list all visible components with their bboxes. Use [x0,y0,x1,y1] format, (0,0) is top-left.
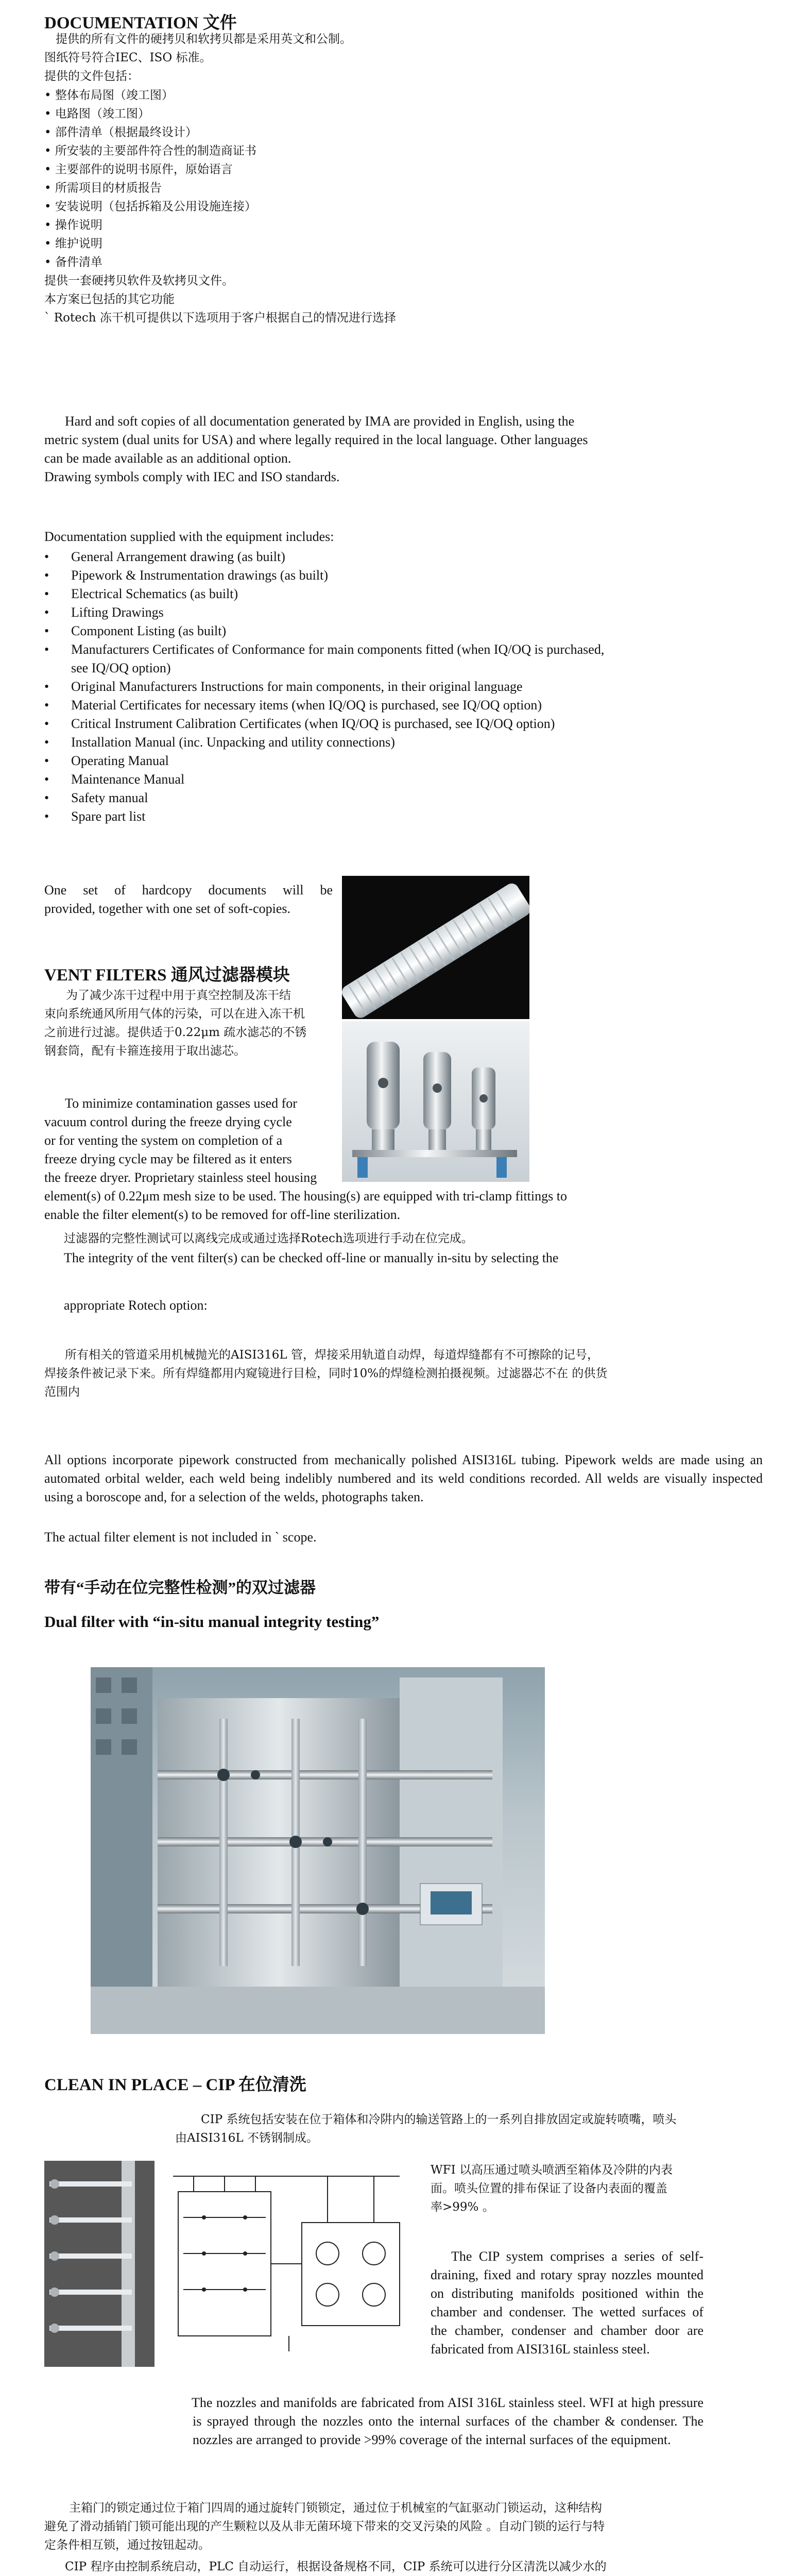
vent-zh-check: 过滤器的完整性测试可以离线完成或通过选择Rotech选项进行手动在位完成。 [64,1232,473,1245]
vent-en-pipework: All options incorporate pipework constructed from mechanically polished AISI316L tubing. Pipework welds are made using an automated orbital welder, each weld being indelibly numbered and its weld conditions recorded. All welds are visually inspected using a boroscope and, for a selection of the welds, photographs taken. [44,1452,763,1504]
cip-schematic-diagram [163,2161,412,2357]
list-item: • 主要部件的说明书原件，原始语言 [44,163,233,176]
doc-zh-after: 提供一套硬拷贝软件及软拷贝文件。 [44,274,234,287]
cip-zh-plc: CIP 程序由控制系统启动，PLC 自动运行，根据设备规格不同，CIP 系统可以进行分区清洗以减少水的 [65,2560,607,2573]
cip-en-system: The CIP system comprises a series of self-draining, fixed and rotary spray nozzles mounted on distributing manifolds positioned within the chamber and condenser. The wetted surfaces of the chamber, condenser and chamber door are fabricated from AISI316L stainless steel. [431,2249,703,2357]
doc-zh-list [44,86,396,327]
filter-cartridge-photo [342,876,529,1019]
vent-en-scope: The actual filter element is not included in ` scope. [44,1530,317,1545]
cip-zh-wfi: WFI 以高压通过喷头喷洒至箱体及冷阱的内表 面。喷头位置的排布保证了设备内表面的覆盖 率>99% 。 [431,2163,673,2214]
doc-zh-after: ` Rotech 冻干机可提供以下选项用于客户根据自己的情况进行选择 [44,311,396,325]
documentation-title: DOCUMENTATION 文件 [44,14,237,32]
dual-filter-title-en: Dual filter with “in-situ manual integrity testing” [44,1613,380,1631]
doc-zh-line: 图纸符号符合IEC、ISO 标准。 [44,51,212,64]
list-item: • Critical Instrument Calibration Certificates (when IQ/OQ is purchased, see IQ/OQ option) [71,715,604,733]
doc-en-intro: Documentation supplied with the equipment includes: [44,529,334,544]
list-item: • Material Certificates for necessary items (when IQ/OQ is purchased, see IQ/OQ option) [71,696,604,715]
list-item: • General Arrangement drawing (as built) [71,548,604,566]
list-item: • Original Manufacturers Instructions for main components, in their original language [71,677,604,696]
list-item: • Operating Manual [71,752,604,770]
vent-en-check-2: appropriate Rotech option: [64,1298,208,1313]
doc-zh-line: 提供的所有文件的硬拷贝和软拷贝都是采用英文和公制。 [56,32,352,46]
doc-zh-line: 提供的文件包括： [44,70,139,83]
list-item: • 所需项目的材质报告 [44,181,162,195]
list-item: • 操作说明 [44,218,102,232]
list-item: • Component Listing (as built) [71,622,604,640]
list-item: • 部件清单（根据最终设计） [44,126,197,139]
list-item: • 电路图（竣工图） [44,107,150,121]
list-item: • 维护说明 [44,237,102,250]
list-item: • 备件清单 [44,256,102,269]
vent-en-check-1: The integrity of the vent filter(s) can be checked off-line or manually in-situ by selecting the [64,1250,559,1265]
list-item: • 整体布局图（竣工图） [44,89,174,102]
doc-en-copies: One set of hardcopy documents will be provided, together with one set of soft-copies. [44,883,333,916]
list-item-continued: see IQ/OQ option) [71,660,171,675]
list-item: • Spare part list [71,807,604,826]
doc-zh-lines [44,30,352,86]
dual-filter-installation-photo [91,1667,545,2034]
list-item: • Installation Manual (inc. Unpacking and utility connections) [71,733,604,752]
list-item: • 安装说明（包括拆箱及公用设施连接） [44,200,256,213]
list-item: • Pipework & Instrumentation drawings (as built) [71,566,604,585]
list-item: • Lifting Drawings [71,603,604,622]
list-item: • Maintenance Manual [71,770,604,789]
doc-en-list [71,548,604,826]
list-item: • Safety manual [71,789,604,807]
list-item: • 所安装的主要部件符合性的制造商证书 [44,144,256,158]
cip-title: CLEAN IN PLACE – CIP 在位清洗 [44,2076,306,2094]
vent-zh-paragraph: 为了减少冻干过程中用于真空控制及冻干结 束向系统通风所用气体的污染，可以在进入冻干机 之前进行过滤。提供适于0.22μm 疏水滤芯的不锈 钢套筒，配有卡箍连接用于取出滤芯。 [44,989,307,1058]
vent-en-paragraph: To minimize contamination gasses used for vacuum control during the freeze drying cycle or for venting the system on completion of a freeze drying cycle may be filtered as it enters the freeze dryer. Proprietary stainless steel housing element(s) of 0.22μm mesh size to be used. The housing(s) are equipped with tri-clamp fittings to enable the filter element(s) to be removed for off-line sterilization. [44,1096,567,1222]
vent-filters-title: VENT FILTERS 通风过滤器模块 [44,966,290,985]
list-item: • Electrical Schematics (as built) [71,585,604,603]
doc-en-paragraph: Hard and soft copies of all documentation generated by IMA are provided in English, using the metric system (dual units for USA) and where legally required in the local language. Other languages can be made available as an additional option. Drawing symbols comply with IEC and ISO standards. [44,414,588,484]
cip-zh-door: 主箱门的锁定通过位于箱门四周的通过旋转门锁锁定，通过位于机械室的气缸驱动门锁运动，这种结构 避免了滑动插销门锁可能出现的产生颗粒以及从非无菌环境下带来的交叉污染的风险 。自动门锁的运行与特 定条件相互锁，通过按钮起动。 [44,2501,605,2552]
doc-zh-after: 本方案已包括的其它功能 [44,293,175,306]
dual-filter-title-zh: 带有“手动在位完整性检测”的双过滤器 [44,1579,316,1597]
cip-zh-intro: CIP 系统包括安装在位于箱体和冷阱内的输送管路上的一系列自排放固定或旋转喷嘴，喷头 由AISI316L 不锈钢制成。 [175,2113,677,2145]
cip-en-nozzles: The nozzles and manifolds are fabricated from AISI 316L stainless steel. WFI at high pressure is sprayed through the nozzles onto the internal surfaces of the chamber & condenser. The nozzles are arranged to provide >99% coverage of the internal surfaces of the equipment. [192,2395,703,2447]
vent-zh-pipework: 所有相关的管道采用机械抛光的AISI316L 管，焊接采用轨道自动焊，每道焊缝都有不可擦除的记号， 焊接条件被记录下来。所有焊缝都用内窥镜进行目检，同时10%的焊缝检测拍摄视频。过滤器芯不在 的供货 范围内 [44,1348,608,1399]
cip-nozzle-manifold-photo [44,2161,154,2367]
list-item: • Manufacturers Certificates of Conformance for main components fitted (when IQ/OQ is purchased, [71,640,604,659]
